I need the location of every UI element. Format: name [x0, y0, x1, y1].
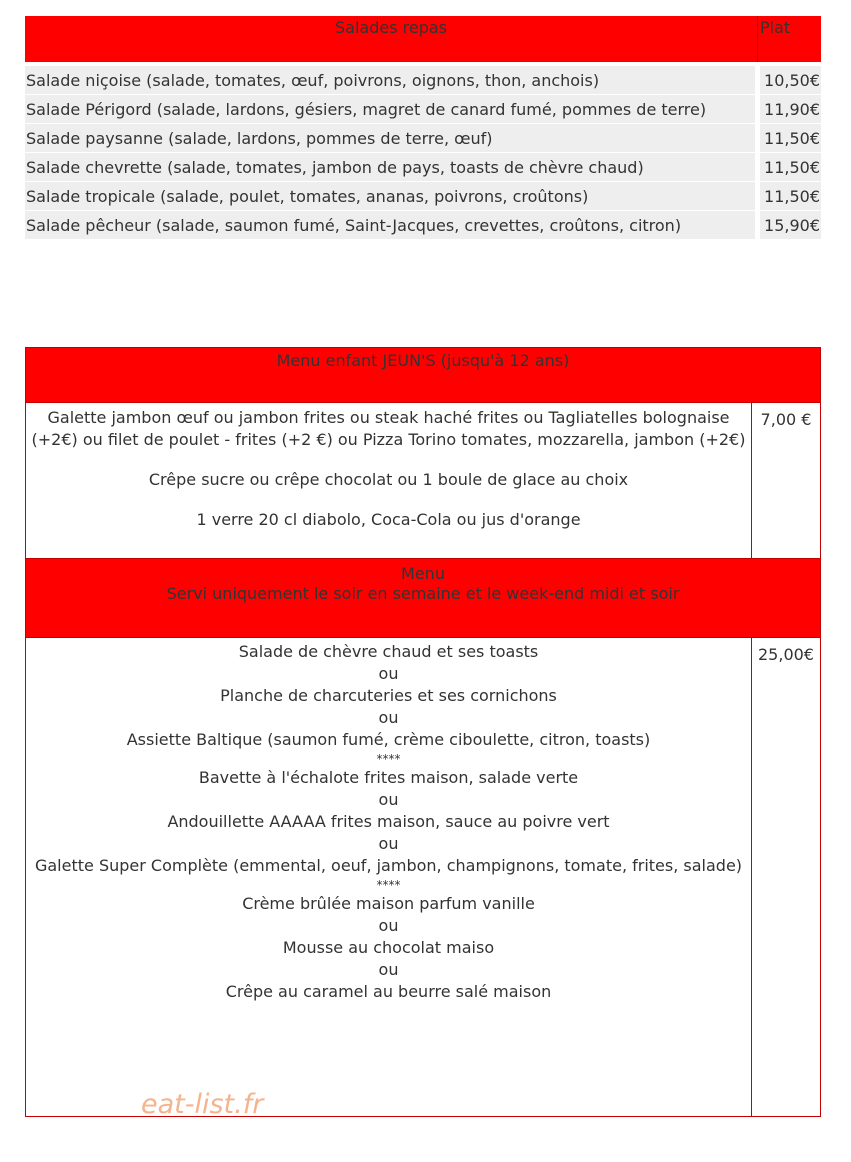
salade-name: Salade tropicale (salade, poulet, tomates, ananas, poivrons, croûtons): [25, 182, 758, 211]
menu-enfant-content: [26, 403, 752, 559]
menu-header-cell: [26, 559, 821, 638]
table-row: [25, 124, 821, 153]
menu-enfant-drink: 1 verre 20 cl diabolo, Coca-Cola ou jus d'orange: [196, 510, 581, 529]
menu-header: [26, 559, 821, 638]
menu-or: ou: [378, 834, 399, 853]
salade-name: Salade Périgord (salade, lardons, gésiers, magret de canard fumé, pommes de terre): [25, 95, 758, 124]
menu-enfant-dessert: Crêpe sucre ou crêpe chocolat ou 1 boule de glace au choix: [148, 470, 629, 489]
salade-price: 11,50€: [758, 124, 822, 153]
menu-or: ou: [378, 790, 399, 809]
menu-separator: ****: [376, 752, 401, 766]
menu-or: ou: [378, 916, 399, 935]
menu-enfant-line: Galette jambon œuf ou jambon frites ou steak haché frites ou Tagliatelles bolognaise: [47, 408, 730, 427]
menu-enfant-line: (+2€) ou filet de poulet - frites (+2 €) ou Pizza Torino tomates, mozzarella, jambon (+2€): [31, 430, 746, 449]
menu-separator: ****: [376, 878, 401, 892]
salades-table: [25, 16, 821, 240]
watermark: eat-list.fr: [141, 1089, 264, 1120]
salade-name: Salade niçoise (salade, tomates, œuf, poivrons, oignons, thon, anchois): [25, 66, 758, 95]
menu-or: ou: [378, 960, 399, 979]
menu-subtitle: Servi uniquement le soir en semaine et le week-end midi et soir: [166, 584, 680, 603]
table-row: [25, 95, 821, 124]
salades-header-title: Salades repas: [335, 18, 447, 37]
salade-name: Salade pêcheur (salade, saumon fumé, Saint-Jacques, crevettes, croûtons, citron): [25, 211, 758, 240]
salade-price: 10,50€: [758, 66, 822, 95]
menu-plat: Bavette à l'échalote frites maison, salade verte: [198, 768, 579, 787]
salade-price: 11,50€: [758, 182, 822, 211]
menu-title: Menu: [401, 564, 445, 583]
salades-header-row: [25, 16, 821, 62]
menu-enfant-title: Menu enfant JEUN'S (jusqu'à 12 ans): [26, 348, 821, 403]
menu-enfant-body: [26, 403, 821, 559]
menu-entree: Planche de charcuteries et ses cornichons: [220, 686, 557, 705]
salade-name: Salade chevrette (salade, tomates, jambon de pays, toasts de chèvre chaud): [25, 153, 758, 182]
menu-plat: Andouillette AAAAA frites maison, sauce au poivre vert: [167, 812, 610, 831]
salades-header-price: Plat: [758, 16, 822, 62]
table-row: [25, 153, 821, 182]
table-row: [25, 211, 821, 240]
menu-plat: Galette Super Complète (emmental, oeuf, jambon, champignons, tomate, frites, salade): [34, 856, 743, 875]
salade-price: 11,50€: [758, 153, 822, 182]
menu-price: 25,00€: [752, 638, 821, 1117]
menu-dessert: Crème brûlée maison parfum vanille: [242, 894, 535, 913]
menu-dessert: Crêpe au caramel au beurre salé maison: [225, 982, 552, 1001]
menu-dessert: Mousse au chocolat maiso: [282, 938, 495, 957]
table-row: [25, 66, 821, 95]
salade-price: 11,90€: [758, 95, 822, 124]
table-row: [25, 182, 821, 211]
menu-enfant-price: 7,00 €: [752, 403, 821, 559]
menu-entree: Salade de chèvre chaud et ses toasts: [238, 642, 539, 661]
menu-content: [26, 638, 752, 1117]
menu-or: ou: [378, 708, 399, 727]
menu-enfant-header: [26, 348, 821, 403]
menus-table: [25, 347, 821, 1117]
salade-price: 15,90€: [758, 211, 822, 240]
salade-name: Salade paysanne (salade, lardons, pommes de terre, œuf): [25, 124, 758, 153]
menu-or: ou: [378, 664, 399, 683]
menu-entree: Assiette Baltique (saumon fumé, crème ciboulette, citron, toasts): [126, 730, 651, 749]
menu-body: [26, 638, 821, 1117]
